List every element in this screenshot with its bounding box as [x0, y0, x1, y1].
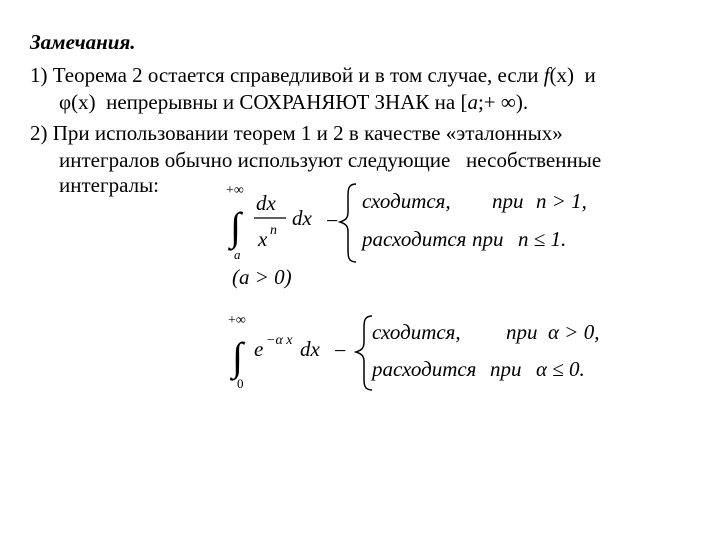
formula-2-case-1-cond-word: при [506, 320, 538, 344]
formula-2-integral-sign: ∫ [232, 334, 243, 379]
formula-1-case-1-cond: n > 1, [536, 189, 587, 213]
formula-2-lower-limit: 0 [237, 376, 244, 391]
remark-1-line-1 [30, 63, 596, 88]
remark-2-line-1 [30, 121, 563, 146]
remark-1-x1: (x) [549, 63, 575, 87]
formula-exponential-integral [226, 308, 646, 408]
formula-1-case-2-cond-word: при [472, 227, 504, 251]
remark-2-line-2: интегралов обычно используют следующие несобственные [59, 148, 602, 172]
remark-1-text-a: Теорема 2 остается справедливой и в том случае, если [52, 63, 539, 87]
formula-1-dx: dx [292, 206, 312, 230]
formula-1-condition: (a > 0) [232, 265, 292, 289]
remark-1-text-c: ;+ ∞). [477, 90, 529, 114]
formula-2-exponent: −α x [266, 333, 293, 348]
formula-1-case-1-word: сходится, [362, 189, 451, 213]
formula-1-case-1-cond-word: при [492, 189, 524, 213]
remark-1-x2: (x) [71, 90, 96, 114]
formula-1-dash: − [326, 208, 339, 233]
formula-1-upper-limit: +∞ [226, 183, 244, 198]
formula-1-lower-limit: a [234, 247, 241, 262]
formula-1-svg [220, 178, 640, 298]
formula-2-case-2-cond: α ≤ 0. [536, 357, 585, 381]
formula-1-case-2-word: расходится [362, 227, 467, 251]
remark-1-phi: φ [59, 90, 72, 114]
formula-1-numerator: dx [256, 191, 276, 215]
formula-1-case-2-cond: n ≤ 1. [518, 227, 567, 251]
remark-1-text-b: непрерывны и СОХРАНЯЮТ ЗНАК на [ [106, 90, 468, 114]
formula-1-denominator-exp: n [270, 223, 277, 238]
formula-2-brace [356, 316, 372, 390]
formula-2-dx: dx [300, 337, 320, 361]
remark-1-a: a [467, 90, 478, 114]
remarks-heading: Замечания. [30, 30, 136, 54]
formula-2-case-1-word: сходится, [372, 320, 461, 344]
formula-1-integral-sign: ∫ [230, 204, 241, 249]
remark-1-conj: и [584, 63, 596, 87]
formula-2-case-2-word: расходится [372, 357, 477, 381]
formula-1-brace [340, 184, 356, 262]
remark-2-text-1: При использовании теорем 1 и 2 в качестве «эталонных» [52, 121, 563, 145]
formula-2-dash: − [334, 338, 347, 363]
formula-2-upper-limit: +∞ [228, 313, 246, 328]
remark-2-line-3: интегралы: [59, 173, 160, 197]
formula-power-integral [220, 178, 640, 298]
remark-2-number: 2) [30, 121, 48, 145]
remark-1-f: f [543, 63, 550, 87]
formula-2-base: e [254, 337, 264, 361]
formula-1-denominator-base: x [258, 227, 268, 251]
formula-2-case-2-cond-word: при [490, 357, 522, 381]
remark-1-number: 1) [30, 63, 48, 87]
formula-2-svg [226, 308, 646, 408]
formula-2-case-1-cond: α > 0, [548, 320, 600, 344]
remark-1-line-2 [59, 90, 528, 115]
